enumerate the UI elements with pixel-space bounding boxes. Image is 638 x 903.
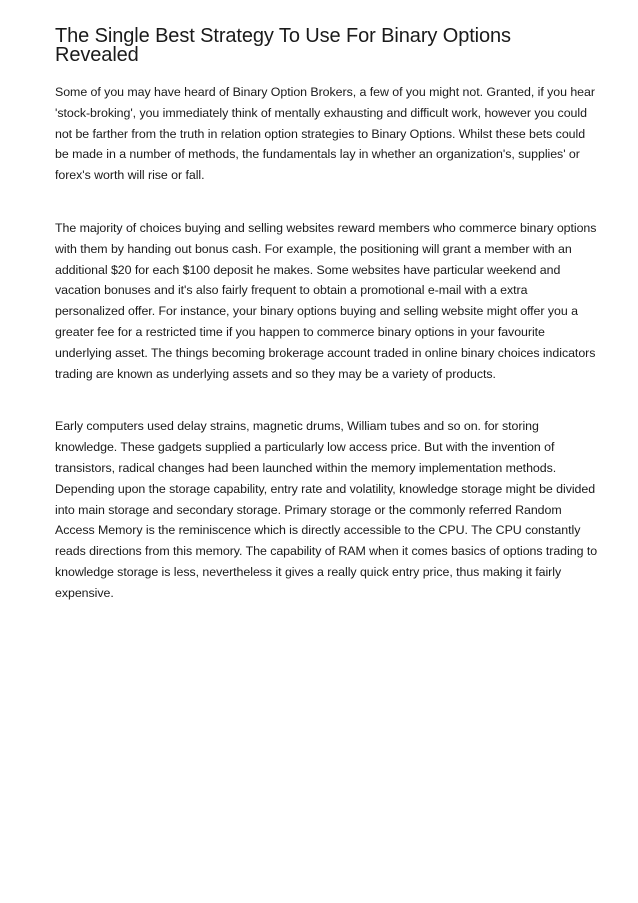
paragraph-3: Early computers used delay strains, magnetic drums, William tubes and so on. for storing knowledge. These gadgets supplied a particularly low access price. But with the invention of transistors, radical changes had been launched within the memory implementation methods. Depending upon the storage capability, entry rate and volatility, knowledge storage might be divided into main storage and secondary storage. Primary storage or the commonly referred Random Access Memory is the reminiscence which is directly accessible to the CPU. The CPU constantly reads directions from this memory. The capability of RAM when it comes basics of options trading to knowledge storage is less, nevertheless it gives a really quick entry price, thus making it fairly expensive. [55,419,598,600]
paragraph-1: Some of you may have heard of Binary Option Brokers, a few of you might not. Granted, if you hear 'stock-broking', you immediately think of mentally exhausting and difficult work, however you could not be farther from the truth in relation option strategies to Binary Options. Whilst these bets could be made in a number of methods, the fundamentals lay in whether an organization's, supplies' or forex's worth will rise or fall. [55,85,595,183]
document-title: The Single Best Strategy To Use For Binary Options Revealed [55,25,511,66]
paragraph-2: The majority of choices buying and selling websites reward members who commerce binary options with them by handing out bonus cash. For example, the positioning will grant a member with an additional $20 for each $100 deposit he makes. Some websites have particular weekend and vacation bonuses and it's also fairly frequent to obtain a promotional e-mail with a extra personalized offer. For instance, your binary options buying and selling website might offer you a greater fee for a restricted time if you happen to commerce binary options in your favourite underlying asset. The things becoming brokerage account traded in online binary choices indicators trading are known as underlying assets and so they may be a variety of products. [55,220,597,381]
